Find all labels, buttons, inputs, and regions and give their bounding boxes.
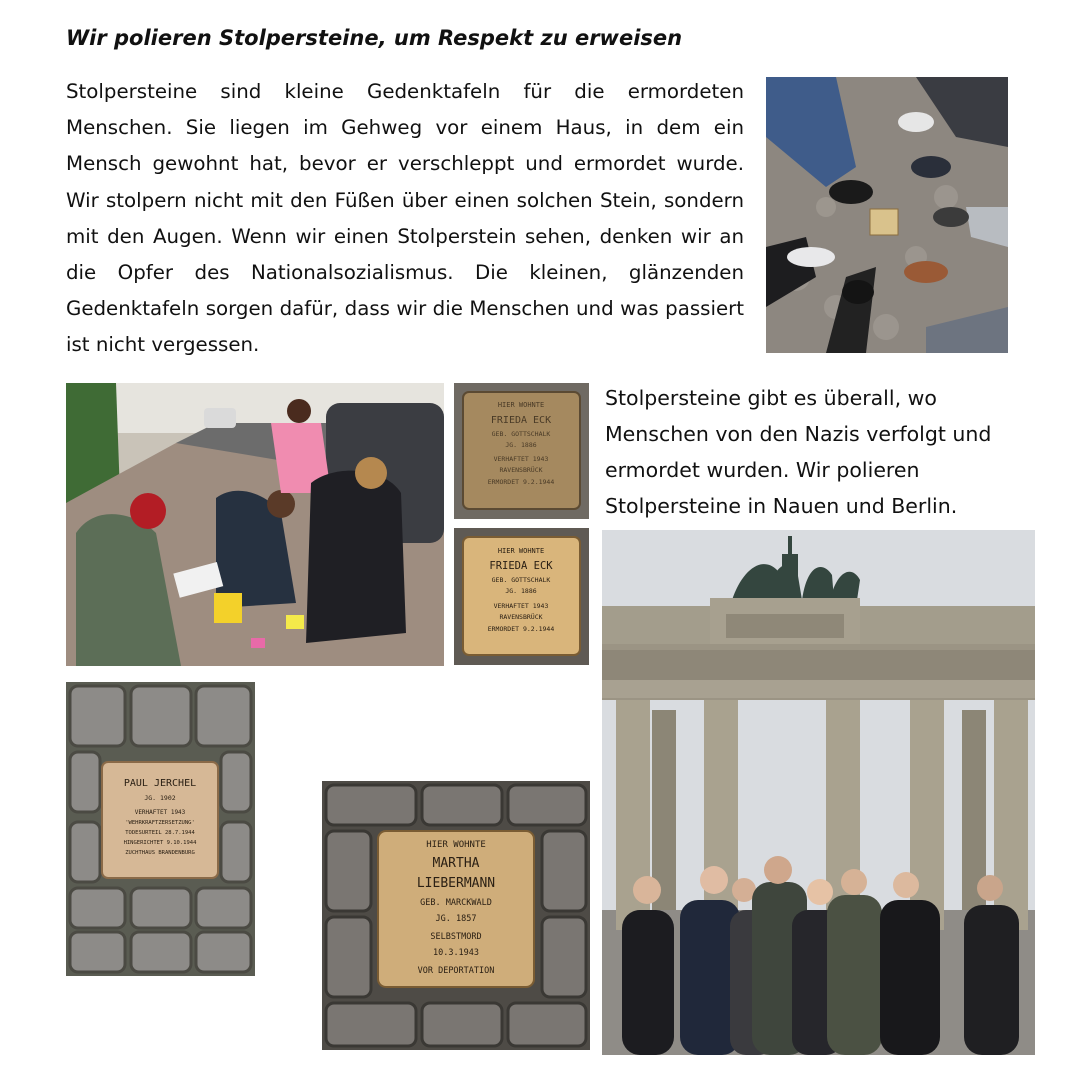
stone-line: ERMORDET 9.2.1944 — [487, 478, 555, 486]
stone-line: VOR DEPORTATION — [417, 966, 495, 976]
polishing-group-photo — [66, 383, 444, 666]
side-paragraph: Stolpersteine gibt es überall, wo Menschen von den Nazis verfolgt und ermordet wurden. Wir polieren Stolpersteine in Nauen und Berlin. — [605, 386, 992, 518]
stone-martha-photo — [322, 781, 590, 1050]
stone-line: GEB. GOTTSCHALK — [491, 430, 551, 438]
stone-line: HIER WOHNTE — [426, 840, 486, 850]
stone-line: JG. 1886 — [505, 587, 537, 595]
stone-line: JG. 1857 — [435, 914, 477, 924]
stone-line: HIER WOHNTE — [497, 547, 545, 555]
stone-line: RAVENSBRÜCK — [499, 466, 543, 474]
stone-line: VERHAFTET 1943 — [493, 455, 549, 463]
feet-circle-photo — [766, 77, 1008, 353]
brandenburg-gate-group-photo — [602, 530, 1035, 1055]
stone-frieda-after-photo — [454, 528, 589, 665]
stone-line: VERHAFTET 1943 — [493, 602, 549, 610]
stone-line: ZUCHTHAUS BRANDENBURG — [125, 850, 195, 856]
stone-line: ERMORDET 9.2.1944 — [487, 625, 555, 633]
stone-line: GEB. GOTTSCHALK — [491, 576, 551, 584]
stone-name: PAUL JERCHEL — [123, 778, 197, 789]
stone-line: 'WEHRKRAFTZERSETZUNG' — [125, 820, 195, 826]
stone-frieda-before-photo — [454, 383, 589, 519]
stone-line: GEB. MARCKWALD — [420, 898, 492, 908]
page-title: Wir polieren Stolpersteine, um Respekt zu erweisen — [66, 26, 683, 50]
intro-paragraph: Stolpersteine sind kleine Gedenktafeln für die ermordeten Menschen. Sie liegen im Gehweg vor einem Haus, in dem ein Mensch gewohnt hat, bevor er verschleppt und ermordet wurde. Wir stolpern nicht mit den Füßen über einen solchen Stein, sondern mit den Augen. Wenn wir einen Stolperstein sehen, denken wir an die Opfer des Nationalsozialismus. Die kleinen, glänzenden Gedenktafeln sorgen dafür, dass wir die Menschen und was passiert ist nicht vergessen. — [66, 80, 744, 357]
stone-name: MARTHA — [432, 856, 480, 871]
stone-line: HINGERICHTET 9.10.1944 — [123, 840, 197, 846]
stone-line: SELBSTMORD — [430, 932, 482, 942]
stone-line: 10.3.1943 — [432, 948, 480, 958]
stone-line: JG. 1886 — [505, 441, 537, 449]
stone-line: RAVENSBRÜCK — [499, 613, 543, 621]
stone-line: TODESURTEIL 28.7.1944 — [125, 830, 195, 836]
stone-line: VERHAFTET 1943 — [134, 809, 186, 816]
stone-name: FRIEDA ECK — [490, 415, 552, 426]
stone-line: HIER WOHNTE — [497, 401, 545, 409]
stone-name: FRIEDA ECK — [489, 560, 553, 572]
stone-paul-photo — [66, 682, 255, 976]
stone-name: LIEBERMANN — [416, 876, 496, 891]
stone-line: JG. 1902 — [144, 794, 176, 802]
